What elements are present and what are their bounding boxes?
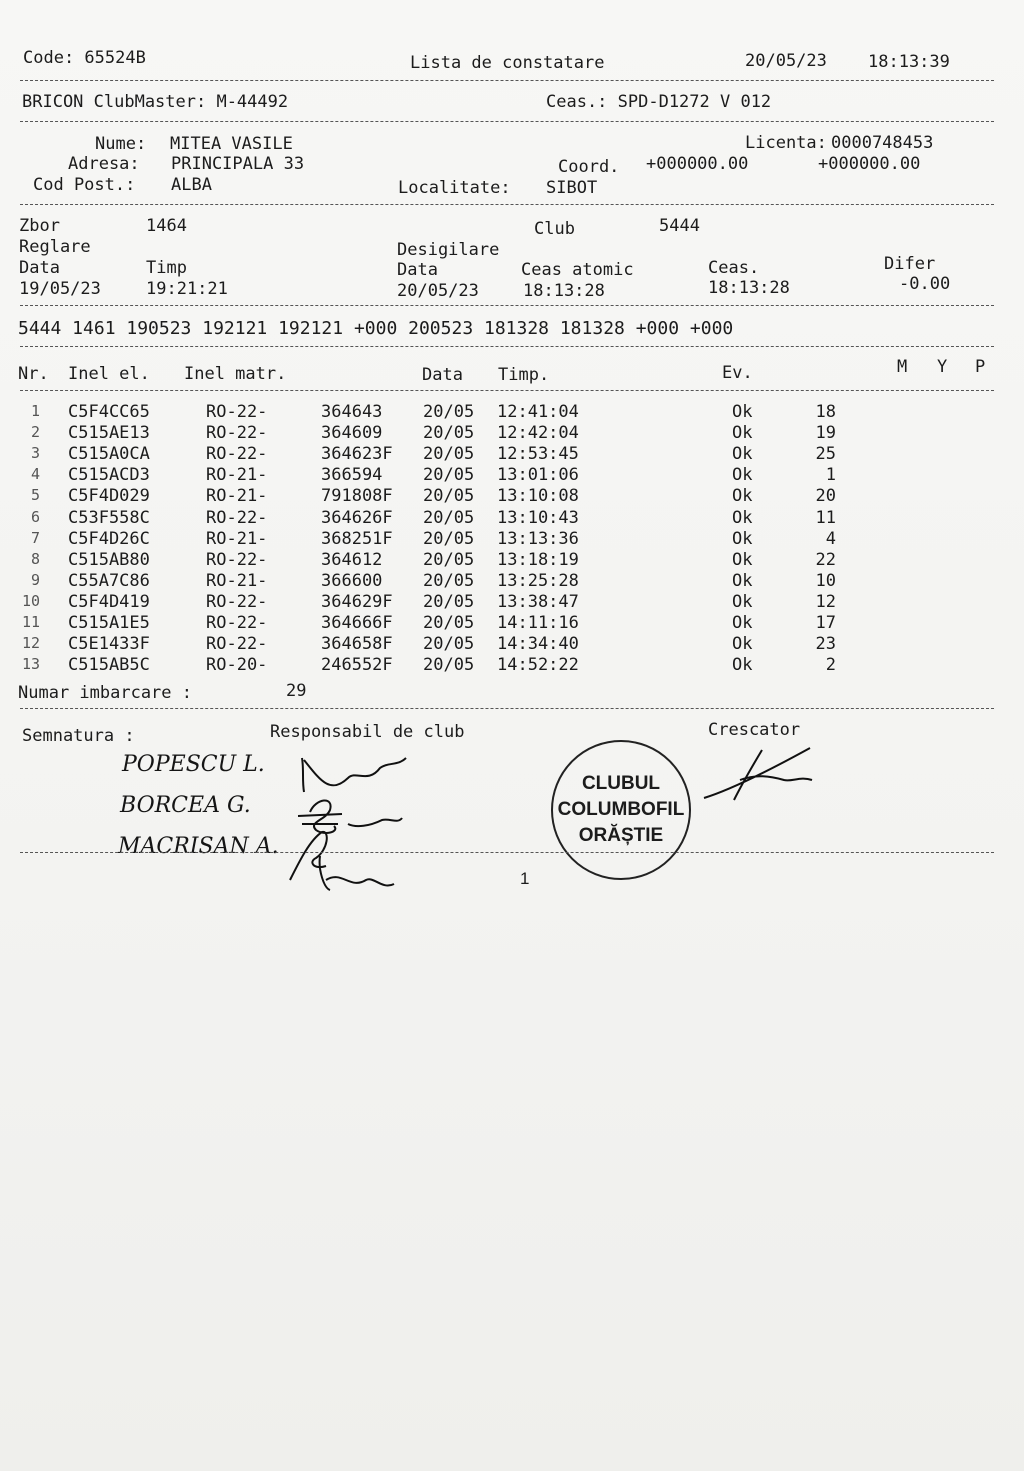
cell-pre: RO-22- [206,423,268,444]
cell-ev: Ok [732,528,753,549]
reglare-label: Reglare [19,237,91,257]
col-m: M [897,357,908,377]
cell-time: 14:11:16 [497,613,579,633]
cell-ev: Ok [732,549,753,570]
cell-rank: 18 [815,402,836,422]
cell-nr: 9 [30,570,40,589]
cell-matr: 246552F [321,655,393,676]
boarding-value: 29 [286,681,307,701]
cell-ev: Ok [732,486,753,507]
cell-time: 13:13:36 [497,528,579,549]
divider [20,390,994,391]
table-row [0,571,1024,592]
cell-ev: Ok [732,613,753,633]
cell-rank: 22 [815,549,836,570]
cell-date: 20/05 [423,507,475,528]
cell-time: 13:10:43 [497,507,579,528]
cell-rank: 12 [815,591,836,612]
cell-matr: 368251F [321,528,393,549]
cell-ev: Ok [732,423,753,444]
desigilare-atomic-time: 18:13:28 [523,281,605,301]
cell-date: 20/05 [423,486,475,507]
cell-matr: 366600 [321,570,383,591]
cell-nr: 11 [21,613,40,631]
cell-pre: RO-21- [206,465,268,486]
cell-date: 20/05 [423,634,475,655]
zbor-label: Zbor [19,216,60,236]
locality-label: Localitate: [398,178,511,198]
stamp-line-1: CLUBUL [581,773,661,794]
cell-ev: Ok [732,655,753,676]
divider [20,708,994,709]
cell-time: 14:52:22 [497,655,579,676]
col-timp: Timp. [498,365,550,385]
cell-el: C5F4D419 [68,591,150,612]
cell-time: 12:42:04 [497,423,579,444]
cell-ev: Ok [732,465,753,486]
cell-el: C515AE13 [68,423,150,444]
signer-name-2: BORCEA G. [120,793,251,818]
cell-ev: Ok [732,444,753,465]
crescator-label: Crescator [708,720,801,740]
cell-el: C515AB5C [68,655,150,676]
cell-matr: 364666F [321,613,393,633]
col-nr: Nr. [18,364,49,384]
cell-matr: 364623F [321,444,393,465]
cell-date: 20/05 [423,423,475,444]
cell-matr: 791808F [321,486,393,507]
club-value: 5444 [659,216,700,236]
reglare-timp-label: Timp [146,258,187,278]
cell-ev: Ok [732,570,753,591]
table-row [0,465,1024,486]
page-number: 1 [520,869,530,888]
cell-rank: 17 [815,613,836,633]
responsabil-label: Responsabil de club [270,722,465,742]
boarding-label: Numar imbarcare : [18,683,192,703]
cell-time: 13:18:19 [497,549,579,570]
divider [20,346,994,347]
cell-nr: 12 [21,634,40,653]
stamp-line-3: ORĂȘTIE [578,825,664,846]
club-label: Club [534,219,575,239]
cell-rank: 11 [815,507,836,528]
desigilare-data-label: Data [397,260,438,280]
signer-name-1: POPESCU L. [122,752,265,777]
cell-pre: RO-22- [206,507,268,528]
col-p: P [975,357,986,377]
cell-date: 20/05 [423,591,475,612]
difer-value: -0.00 [899,274,951,294]
cell-nr: 4 [30,465,40,484]
club-stamp [551,740,691,880]
address-label: Adresa: [68,154,140,174]
cell-nr: 2 [30,423,40,442]
reglare-time: 19:21:21 [146,279,228,299]
cell-el: C5F4D029 [68,486,150,507]
cell-time: 12:53:45 [497,444,579,465]
coord-lon: +000000.00 [818,154,921,174]
cell-pre: RO-22- [206,549,268,570]
flight-code-line: 5444 1461 190523 192121 192121 +000 200523 181328 181328 +000 +000 [18,318,734,339]
cell-matr: 364629F [321,591,393,612]
cell-el: C5F4D26C [68,528,150,549]
desigilare-date: 20/05/23 [397,281,479,301]
cell-pre: RO-22- [206,634,268,655]
cell-time: 13:38:47 [497,591,579,612]
cell-pre: RO-22- [206,444,268,465]
cell-matr: 364609 [321,423,383,444]
cell-ev: Ok [732,591,753,612]
cell-matr: 364643 [321,402,383,422]
crescator-signature [700,740,830,810]
table-row [0,634,1024,655]
cell-time: 14:34:40 [497,634,579,655]
table-row [0,655,1024,676]
owner-address: PRINCIPALA 33 [171,154,305,174]
desigilare-label: Desigilare [397,240,500,260]
cell-el: C55A7C86 [68,570,150,591]
cell-date: 20/05 [423,528,475,549]
table-row [0,444,1024,465]
cell-nr: 8 [30,549,40,568]
table-row [0,550,1024,571]
cell-matr: 366594 [321,465,383,486]
col-inel-el: Inel el. [68,364,150,384]
cell-rank: 1 [825,465,836,486]
cell-ev: Ok [732,402,753,422]
cell-ev: Ok [732,507,753,528]
stamp-line-2: COLUMBOFIL [557,799,685,820]
divider [20,852,994,853]
cell-time: 13:25:28 [497,570,579,591]
ceas-label: Ceas. [708,258,760,278]
cell-date: 20/05 [423,570,475,591]
table-row [0,423,1024,444]
cell-el: C515A1E5 [68,613,150,633]
table-row [0,613,1024,634]
table-row [0,486,1024,507]
name-label: Nume: [95,134,147,154]
cell-nr: 7 [30,528,40,547]
divider [20,204,994,205]
system-id: BRICON ClubMaster: M-44492 [22,92,289,112]
cell-pre: RO-22- [206,613,268,633]
cell-time: 13:10:08 [497,486,579,507]
semnatura-label: Semnatura : [22,726,135,746]
cell-ev: Ok [732,634,753,655]
table-row [0,592,1024,613]
ceas-atomic-label: Ceas atomic [521,260,634,280]
cell-pre: RO-22- [206,402,268,422]
cell-pre: RO-20- [206,655,268,676]
cell-pre: RO-21- [206,486,268,507]
cell-rank: 4 [825,528,836,549]
cell-el: C5E1433F [68,634,150,655]
owner-name: MITEA VASILE [170,134,293,154]
cell-date: 20/05 [423,444,475,465]
cell-pre: RO-22- [206,591,268,612]
cell-pre: RO-21- [206,570,268,591]
clock-id: Ceas.: SPD-D1272 V 012 [546,92,772,112]
cell-date: 20/05 [423,465,475,486]
table-row [0,529,1024,550]
coord-label: Coord. [558,157,620,177]
col-ev: Ev. [722,363,753,383]
reglare-data-label: Data [19,258,60,278]
document-code: Code: 65524B [23,48,146,68]
col-data: Data [422,365,463,385]
cell-nr: 1 [30,402,40,420]
table-row [0,402,1024,423]
cell-time: 12:41:04 [497,402,579,422]
col-inel-matr: Inel matr. [184,364,287,384]
cell-date: 20/05 [423,549,475,570]
document-title: Lista de constatare [410,53,605,73]
cell-matr: 364626F [321,507,393,528]
cell-el: C53F558C [68,507,150,528]
reglare-date: 19/05/23 [19,279,101,299]
cell-matr: 364658F [321,634,393,655]
col-y: Y [937,357,948,377]
cell-rank: 19 [815,423,836,444]
cell-rank: 2 [825,655,836,676]
cell-el: C5F4CC65 [68,402,150,422]
cell-nr: 13 [21,655,40,674]
postal-label: Cod Post.: [33,175,136,195]
print-time: 18:13:39 [868,52,950,72]
divider [20,305,994,306]
postal-value: ALBA [171,175,212,195]
handwritten-signatures [290,740,420,900]
zbor-value: 1464 [146,216,187,236]
license-number: 0000748453 [831,133,934,153]
cell-matr: 364612 [321,549,383,570]
print-date: 20/05/23 [745,51,827,71]
cell-date: 20/05 [423,402,475,422]
cell-nr: 3 [30,444,40,463]
cell-rank: 25 [815,444,836,465]
cell-rank: 20 [815,486,836,507]
divider [20,121,994,122]
divider [20,80,994,81]
cell-nr: 10 [21,591,40,610]
table-row [0,508,1024,529]
desigilare-clock-time: 18:13:28 [708,278,790,298]
cell-el: C515ACD3 [68,465,150,486]
cell-time: 13:01:06 [497,465,579,486]
cell-el: C515AB80 [68,549,150,570]
signer-name-3: MACRISAN A. [118,834,279,859]
cell-rank: 23 [815,634,836,655]
locality-value: SIBOT [546,178,598,198]
cell-date: 20/05 [423,655,475,676]
cell-rank: 10 [815,570,836,591]
cell-nr: 6 [30,507,40,526]
cell-el: C515A0CA [68,444,150,465]
cell-date: 20/05 [423,613,475,633]
cell-pre: RO-21- [206,528,268,549]
coord-lat: +000000.00 [646,154,749,174]
license-label: Licenta: [745,133,827,153]
cell-nr: 5 [30,486,40,505]
difer-label: Difer [884,254,936,274]
